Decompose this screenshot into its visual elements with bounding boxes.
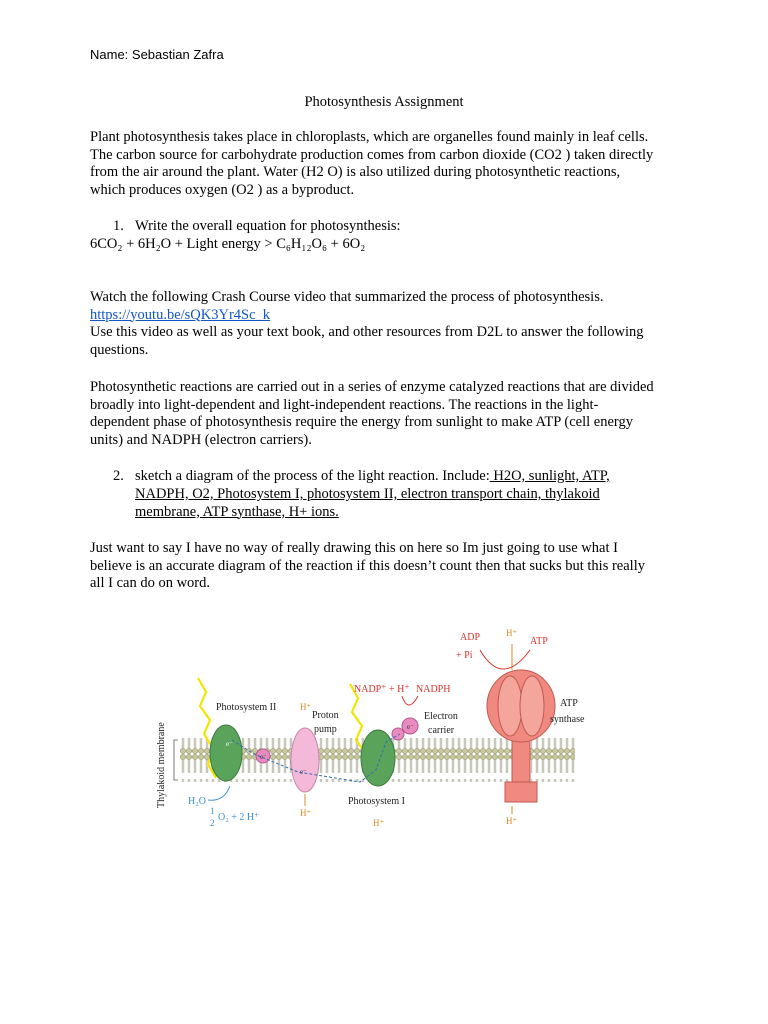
electron-label: e⁻ — [260, 753, 267, 761]
include-list: NADPH, O2, Photosystem I, photosystem II, electron transport chain, thylakoid — [135, 486, 600, 502]
intro-line: Plant photosynthesis takes place in chloroplasts, which are organelles found mainly in leaf cells. — [90, 129, 649, 145]
h2o-label: H₂O — [188, 796, 206, 807]
h-ion-label: H⁺ — [373, 818, 385, 828]
h-ion-label: H⁺ — [300, 808, 312, 818]
question-1 — [113, 218, 673, 236]
intro-paragraph — [90, 129, 685, 199]
include-list: H2O, sunlight, ATP, — [489, 468, 610, 484]
light-reaction-paragraph — [90, 379, 685, 449]
student-name: Name: Sebastian Zafra — [90, 47, 224, 62]
h-ion-label: H⁺ — [506, 816, 518, 826]
ps1-label: Photosystem I — [348, 796, 405, 807]
atp-synthase-label: ATP — [560, 698, 578, 709]
atp-arrow — [480, 650, 530, 669]
video-line: Use this video as well as your text book, and other resources from D2L to answer the following — [90, 324, 644, 341]
adp-label: ADP — [460, 632, 481, 643]
photosystem-ii-icon — [210, 725, 242, 781]
atp-synthase-subunit — [520, 676, 544, 736]
video-paragraph — [90, 289, 685, 359]
atp-synthase-subunit — [498, 676, 522, 736]
water-arrow — [208, 786, 230, 800]
atp-synthase-base — [505, 782, 537, 802]
membrane-label: Thylakoid membrane — [156, 722, 167, 808]
intro-line: The carbon source for carbohydrate production comes from carbon dioxide (CO2 ) taken directly — [90, 146, 654, 163]
paragraph-line: dependent phase of photosynthesis require the energy from sunlight to make ATP (cell energy — [90, 414, 633, 431]
oxygen-label: O₂ + 2 H⁺ — [218, 812, 260, 823]
electron-carrier-icon — [392, 728, 404, 740]
include-list-line — [135, 486, 675, 521]
nadph-label: NADPH — [416, 684, 451, 695]
electron-carrier-label: Electron — [424, 711, 458, 722]
electron-label: e⁻ — [300, 768, 307, 776]
proton-pump-icon — [291, 728, 319, 792]
photosystem-i-icon — [361, 730, 395, 786]
pump-label: pump — [314, 724, 337, 735]
membrane-bracket — [174, 740, 178, 780]
student-note — [90, 540, 685, 593]
intro-line: which produces oxygen (O2 ) as a byproduct. — [90, 181, 355, 198]
include-list: membrane, ATP synthase, H+ ions. — [135, 503, 339, 520]
question-text: Write the overall equation for photosynthesis: — [135, 218, 401, 234]
video-line: Watch the following Crash Course video that summarized the process of photosynthesis. — [90, 289, 604, 305]
ps2-label: Photosystem II — [216, 702, 277, 713]
video-link[interactable]: https://youtu.be/sQK3Yr4Sc_k — [90, 306, 271, 323]
fraction-numerator: 1 — [210, 806, 215, 816]
note-line: all I can do on word. — [90, 575, 210, 592]
question-2 — [113, 468, 673, 486]
paragraph-line: broadly into light-dependent and light-independent reactions. The reactions in the light- — [90, 396, 599, 413]
proton-label: Proton — [312, 710, 339, 721]
fraction-denominator: 2 — [210, 818, 215, 828]
paragraph-line: units) and NADPH (electron carriers). — [90, 431, 312, 448]
light-reaction-diagram — [150, 622, 600, 832]
document-title: Photosynthesis Assignment — [304, 94, 464, 110]
question-number: 2. — [113, 468, 124, 484]
equation-answer: 6CO₂ + 6H₂O + Light energy > C₆H₁₂O₆ + 6O₂ — [90, 236, 366, 252]
video-line: questions. — [90, 341, 149, 358]
intro-line: from the air around the plant. Water (H2 O) is also utilized during photosynthetic reactions, — [90, 164, 621, 181]
note-line: believe is an accurate diagram of the reaction if this doesn’t count then that sucks but this really — [90, 557, 645, 574]
atp-label: ATP — [530, 636, 548, 647]
nadp-label: NADP⁺ + H⁺ — [354, 684, 410, 695]
electron-label: e⁻ — [226, 740, 233, 748]
note-line: Just want to say I have no way of really drawing this on here so Im just going to use what I — [90, 540, 618, 556]
pi-label: + Pi — [456, 650, 473, 661]
nadph-arrow — [402, 696, 418, 705]
h-ion-label: H⁺ — [300, 702, 312, 712]
electron-carrier-label: carrier — [428, 725, 455, 736]
paragraph-line: Photosynthetic reactions are carried out in a series of enzyme catalyzed reactions that are divided — [90, 379, 654, 395]
h-ion-label: H⁺ — [506, 628, 518, 638]
question-number: 1. — [113, 218, 124, 234]
electron-label: e⁻ — [407, 723, 414, 731]
question-text: sketch a diagram of the process of the light reaction. Include: — [135, 468, 490, 484]
atp-synthase-label: synthase — [550, 714, 585, 725]
